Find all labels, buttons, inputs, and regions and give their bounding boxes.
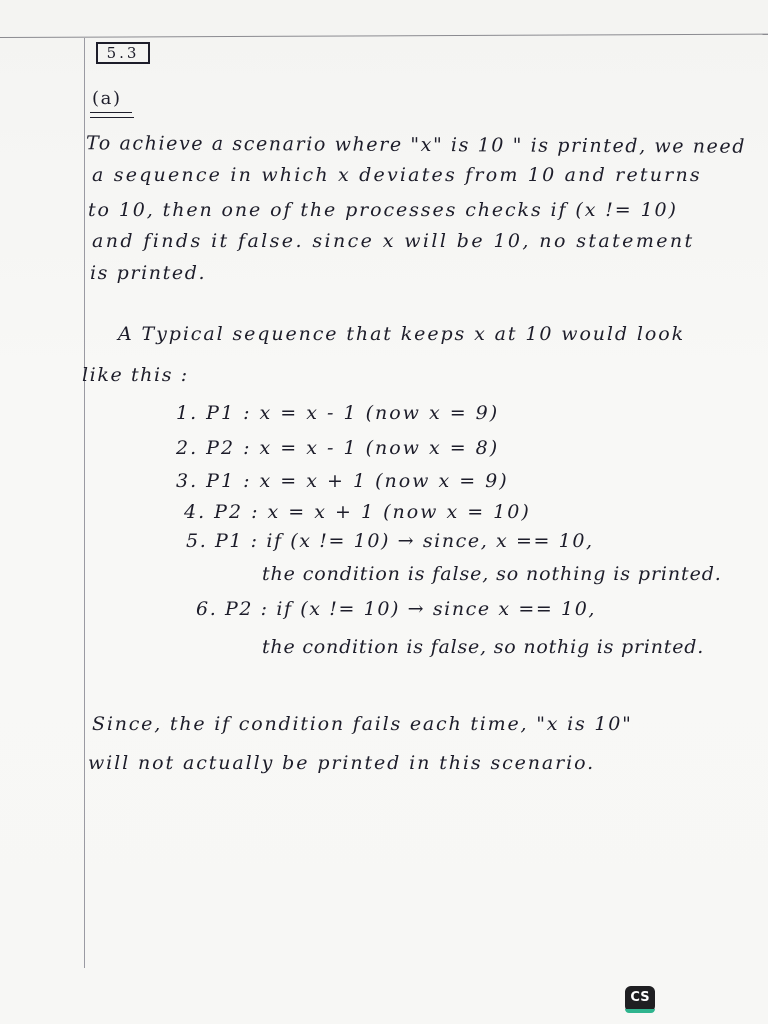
- top-rule-line: [0, 34, 768, 38]
- step-3: 3. P1 : x = x + 1 (now x = 9): [176, 470, 509, 492]
- intro-line-2: a sequence in which x deviates from 10 and returns: [92, 164, 702, 186]
- intro-line-3: to 10, then one of the processes checks if (x != 10): [88, 199, 678, 221]
- part-underline-top: [90, 112, 132, 113]
- conclusion-line-1: Since, the if condition fails each time, "x is 10": [92, 713, 633, 735]
- step-6: 6. P2 : if (x != 10) → since x == 10,: [196, 598, 597, 620]
- section-number-box: 5.3: [96, 42, 150, 64]
- part-label: (a): [92, 88, 122, 109]
- camscanner-logo-icon: CS: [625, 986, 655, 1012]
- step-5: 5. P1 : if (x != 10) → since, x == 10,: [186, 530, 594, 552]
- step-2: 2. P2 : x = x - 1 (now x = 8): [176, 437, 500, 459]
- intro-line-4: and finds it false. since x will be 10, no statement: [92, 230, 695, 252]
- intro-line-1: To achieve a scenario where "x" is 10 " is printed, we need: [85, 132, 747, 158]
- typical-line-1: A Typical sequence that keeps x at 10 would look: [118, 323, 685, 345]
- conclusion-line-2: will not actually be printed in this scenario.: [88, 752, 596, 774]
- step-6-continuation: the condition is false, so nothig is printed.: [262, 636, 705, 658]
- intro-line-5: is printed.: [90, 262, 207, 284]
- logo-accent-stripe: [625, 1009, 655, 1013]
- step-1: 1. P1 : x = x - 1 (now x = 9): [176, 402, 500, 424]
- part-underline-bottom: [90, 117, 134, 118]
- step-4: 4. P2 : x = x + 1 (now x = 10): [184, 501, 531, 523]
- typical-line-2: like this :: [82, 364, 189, 386]
- step-5-continuation: the condition is false, so nothing is printed.: [262, 563, 722, 585]
- margin-line: [84, 38, 85, 968]
